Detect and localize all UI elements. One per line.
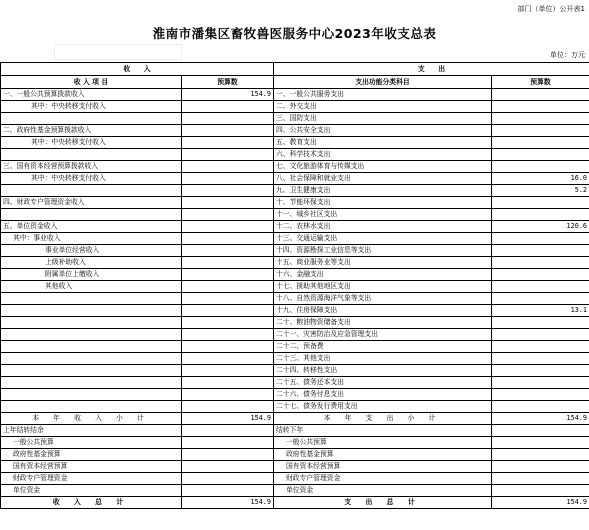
expense-value-cell: [492, 233, 589, 245]
expense-item-cell: 十七、援助其他地区支出: [274, 281, 492, 293]
budget-table: [0, 62, 589, 509]
expense-value-cell: [492, 113, 589, 125]
income-item-cell: 其中：事业收入: [1, 233, 182, 245]
table-row: [1, 281, 589, 293]
carry-row: [1, 437, 589, 449]
expense-subtotal-value: 154.9: [492, 413, 589, 425]
income-value-cell: [182, 185, 274, 197]
expense-value-cell: [492, 293, 589, 305]
carry-income-value: [182, 485, 274, 497]
income-item-cell: 三、国有资本经营预算拨款收入: [1, 161, 182, 173]
income-item-cell: 附属单位上缴收入: [1, 269, 182, 281]
carry-expense-cell: 单位资金: [274, 485, 492, 497]
expense-item-cell: 二十四、转移性支出: [274, 365, 492, 377]
subtotal-row: [1, 413, 589, 425]
expense-value-cell: [492, 341, 589, 353]
income-value-cell: [182, 137, 274, 149]
income-value-cell: [182, 329, 274, 341]
income-value-cell: [182, 377, 274, 389]
income-value-cell: [182, 389, 274, 401]
expense-value-cell: [492, 269, 589, 281]
expense-item-cell: 十三、交通运输支出: [274, 233, 492, 245]
expense-value-cell: [492, 137, 589, 149]
income-item-cell: [1, 305, 182, 317]
section-header-row: [1, 63, 589, 76]
table-row: [1, 185, 589, 197]
income-item-cell: 其中：中央转移支付收入: [1, 101, 182, 113]
carry-income-value: [182, 461, 274, 473]
table-row: [1, 149, 589, 161]
expense-value-cell: [492, 389, 589, 401]
carry-income-value: [182, 473, 274, 485]
table-row: [1, 269, 589, 281]
income-value-cell: [182, 113, 274, 125]
expense-header: 支 出: [274, 63, 589, 76]
table-row: [1, 317, 589, 329]
expense-item-cell: 七、文化旅游体育与传媒支出: [274, 161, 492, 173]
carry-row: [1, 473, 589, 485]
income-item-cell: [1, 209, 182, 221]
income-value-cell: [182, 317, 274, 329]
expense-item-cell: 十一、城乡社区支出: [274, 209, 492, 221]
expense-item-cell: 十、节能环保支出: [274, 197, 492, 209]
expense-item-cell: 四、公共安全支出: [274, 125, 492, 137]
income-item-cell: [1, 341, 182, 353]
income-value-cell: [182, 341, 274, 353]
income-item-header: 收 入 项 目: [1, 76, 182, 89]
expense-total-value: 154.9: [492, 497, 589, 509]
income-item-cell: [1, 149, 182, 161]
carry-expense-value: [492, 437, 589, 449]
redacted-box: [54, 44, 182, 60]
income-item-cell: 其中：中央转移支付收入: [1, 137, 182, 149]
income-item-cell: 五、单位资金收入: [1, 221, 182, 233]
carry-row: [1, 461, 589, 473]
income-value-cell: [182, 269, 274, 281]
income-item-cell: 其他收入: [1, 281, 182, 293]
table-number-label: 部门（单位）公开表1: [517, 5, 585, 13]
column-header-row: [1, 76, 589, 89]
expense-item-cell: 二十二、预备费: [274, 341, 492, 353]
income-value-cell: [182, 173, 274, 185]
income-value-cell: [182, 161, 274, 173]
carry-expense-cell: 政府性基金预算: [274, 449, 492, 461]
expense-item-cell: 八、社会保障和就业支出: [274, 173, 492, 185]
expense-value-cell: [492, 401, 589, 413]
income-value-cell: [182, 233, 274, 245]
carry-expense-value: [492, 449, 589, 461]
expense-item-cell: 一、一般公共服务支出: [274, 89, 492, 101]
expense-item-cell: 二十三、其他支出: [274, 353, 492, 365]
expense-value-cell: [492, 101, 589, 113]
table-row: [1, 101, 589, 113]
income-value-cell: [182, 281, 274, 293]
income-value-cell: [182, 125, 274, 137]
table-row: [1, 197, 589, 209]
income-subtotal-label: 本 年 收 入 小 计: [1, 413, 182, 425]
expense-value-cell: [492, 281, 589, 293]
expense-value-cell: [492, 149, 589, 161]
expense-value-cell: [492, 125, 589, 137]
table-row: [1, 365, 589, 377]
carry-expense-value: [492, 425, 589, 437]
expense-value-cell: 16.0: [492, 173, 589, 185]
income-header: 收 入: [1, 63, 274, 76]
table-row: [1, 173, 589, 185]
income-value-cell: [182, 293, 274, 305]
expense-item-cell: 十四、资源勘探工业信息等支出: [274, 245, 492, 257]
table-row: [1, 257, 589, 269]
carry-income-cell: 一般公共预算: [1, 437, 182, 449]
carry-expense-value: [492, 473, 589, 485]
expense-value-cell: [492, 317, 589, 329]
table-row: [1, 401, 589, 413]
expense-item-cell: 六、科学技术支出: [274, 149, 492, 161]
expense-item-cell: 十六、金融支出: [274, 269, 492, 281]
income-item-cell: 四、财政专户管理资金收入: [1, 197, 182, 209]
expense-item-cell: 二十六、债务付息支出: [274, 389, 492, 401]
income-item-cell: 事业单位经营收入: [1, 245, 182, 257]
income-item-cell: 一、一般公共预算拨款收入: [1, 89, 182, 101]
income-item-cell: [1, 113, 182, 125]
table-row: [1, 293, 589, 305]
expense-value-cell: [492, 89, 589, 101]
table-row: [1, 329, 589, 341]
income-total-value: 154.9: [182, 497, 274, 509]
income-value-cell: [182, 245, 274, 257]
income-budget-header: 预算数: [182, 76, 274, 89]
income-value-cell: [182, 209, 274, 221]
income-item-cell: 其中：中央转移支付收入: [1, 173, 182, 185]
income-item-cell: [1, 389, 182, 401]
table-row: [1, 137, 589, 149]
expense-value-cell: 5.2: [492, 185, 589, 197]
income-value-cell: [182, 353, 274, 365]
expense-value-cell: [492, 377, 589, 389]
income-item-cell: 上级补助收入: [1, 257, 182, 269]
carry-expense-cell: 国有资本经营预算: [274, 461, 492, 473]
carry-income-cell: 财政专户管理资金: [1, 473, 182, 485]
income-item-cell: [1, 185, 182, 197]
income-value-cell: [182, 257, 274, 269]
expense-item-cell: 二十五、债务还本支出: [274, 377, 492, 389]
income-total-label: 收 入 总 计: [1, 497, 182, 509]
expense-value-cell: [492, 197, 589, 209]
carry-income-cell: 上年结转结余: [1, 425, 182, 437]
income-item-cell: [1, 293, 182, 305]
expense-budget-header: 预算数: [492, 76, 589, 89]
income-value-cell: [182, 149, 274, 161]
expense-item-cell: 十九、住房保障支出: [274, 305, 492, 317]
carry-expense-value: [492, 485, 589, 497]
carry-income-value: [182, 425, 274, 437]
income-item-cell: [1, 353, 182, 365]
carry-income-cell: 国有资本经营预算: [1, 461, 182, 473]
expense-total-label: 支 出 总 计: [274, 497, 492, 509]
carry-row: [1, 485, 589, 497]
expense-value-cell: [492, 257, 589, 269]
income-subtotal-value: 154.9: [182, 413, 274, 425]
table-row: [1, 125, 589, 137]
expense-item-cell: 十五、商业服务业等支出: [274, 257, 492, 269]
table-row: [1, 161, 589, 173]
carry-row: [1, 449, 589, 461]
expense-value-cell: [492, 329, 589, 341]
expense-value-cell: 13.1: [492, 305, 589, 317]
expense-item-cell: 二、外交支出: [274, 101, 492, 113]
expense-item-cell: 十二、农林水支出: [274, 221, 492, 233]
income-value-cell: 154.9: [182, 89, 274, 101]
expense-item-cell: 五、教育支出: [274, 137, 492, 149]
carry-income-cell: 单位资金: [1, 485, 182, 497]
table-row: [1, 341, 589, 353]
income-value-cell: [182, 305, 274, 317]
expense-item-cell: 二十七、债务发行费用支出: [274, 401, 492, 413]
expense-subtotal-label: 本 年 支 出 小 计: [274, 413, 492, 425]
expense-item-cell: 二十、粮油物资储备支出: [274, 317, 492, 329]
income-item-cell: [1, 317, 182, 329]
total-row: [1, 497, 589, 509]
expense-item-cell: 二十一、灾害防治及应急管理支出: [274, 329, 492, 341]
unit-label: 单位：万元: [550, 51, 585, 59]
table-row: [1, 353, 589, 365]
table-row: [1, 221, 589, 233]
expense-value-cell: [492, 365, 589, 377]
income-item-cell: [1, 377, 182, 389]
table-row: [1, 245, 589, 257]
carry-expense-cell: 结转下年: [274, 425, 492, 437]
income-item-cell: [1, 365, 182, 377]
expense-item-cell: 三、国防支出: [274, 113, 492, 125]
income-item-cell: 二、政府性基金预算拨款收入: [1, 125, 182, 137]
table-row: [1, 89, 589, 101]
table-row: [1, 389, 589, 401]
expense-item-cell: 九、卫生健康支出: [274, 185, 492, 197]
income-value-cell: [182, 221, 274, 233]
income-value-cell: [182, 401, 274, 413]
table-row: [1, 305, 589, 317]
income-item-cell: [1, 401, 182, 413]
table-row: [1, 377, 589, 389]
carry-income-cell: 政府性基金预算: [1, 449, 182, 461]
table-row: [1, 233, 589, 245]
expense-value-cell: [492, 353, 589, 365]
expense-value-cell: [492, 161, 589, 173]
carry-income-value: [182, 437, 274, 449]
income-value-cell: [182, 197, 274, 209]
expense-item-cell: 十八、自然资源海洋气象等支出: [274, 293, 492, 305]
table-row: [1, 113, 589, 125]
carry-expense-cell: 一般公共预算: [274, 437, 492, 449]
carry-expense-value: [492, 461, 589, 473]
income-item-cell: [1, 329, 182, 341]
income-value-cell: [182, 101, 274, 113]
expense-item-header: 支出功能分类科目: [274, 76, 492, 89]
carry-row: [1, 425, 589, 437]
expense-value-cell: [492, 209, 589, 221]
expense-value-cell: 120.6: [492, 221, 589, 233]
carry-income-value: [182, 449, 274, 461]
page-title: 淮南市潘集区畜牧兽医服务中心2023年收支总表: [152, 26, 437, 41]
carry-expense-cell: 财政专户管理资金: [274, 473, 492, 485]
table-row: [1, 209, 589, 221]
income-value-cell: [182, 365, 274, 377]
expense-value-cell: [492, 245, 589, 257]
